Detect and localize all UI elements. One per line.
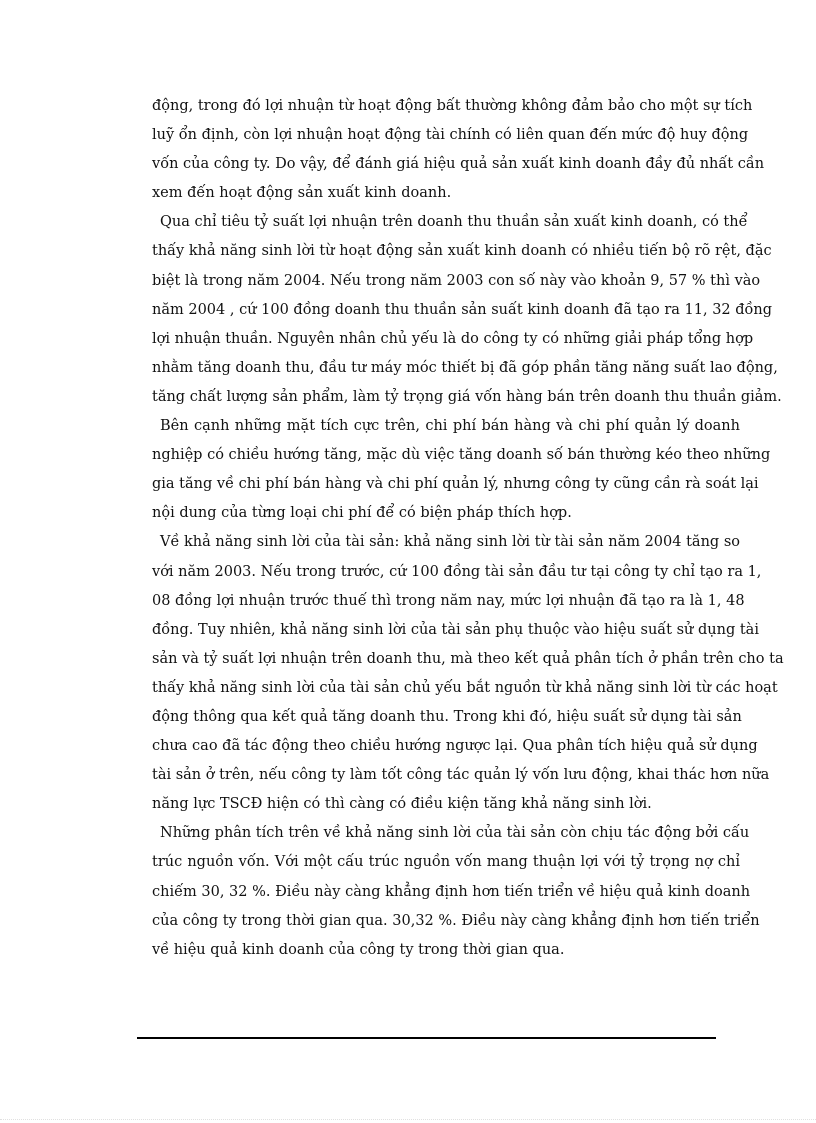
text-line: lợi nhuận thuần. Nguyên nhân chủ yếu là do công ty có những giải pháp tổng hợp: [152, 330, 754, 347]
text-line: của công ty trong thời gian qua. 30,32 %. Điều này càng khẳng định hơn tiến triển: [152, 912, 760, 929]
text-line: động, trong đó lợi nhuận từ hoạt động bất thường không đảm bảo cho một sự tích: [152, 98, 753, 114]
paragraph-first-line: Qua chỉ tiêu tỷ suất lợi nhuận trên doanh thu thuần sản xuất kinh doanh, có thể: [160, 214, 748, 231]
footer-divider: [137, 1037, 716, 1039]
page-bottom-edge: [0, 1119, 816, 1120]
text-line: năm 2004 , cứ 100 đồng doanh thu thuần sản suất kinh doanh đã tạo ra 11, 32 đồng: [152, 301, 773, 318]
text-line: sản và tỷ suất lợi nhuận trên doanh thu, mà theo kết quả phân tích ở phần trên cho ta: [152, 650, 784, 667]
text-line: vốn của công ty. Do vậy, để đánh giá hiệu quả sản xuất kinh doanh đầy đủ nhất cần: [152, 156, 765, 173]
text-line: tài sản ở trên, nếu công ty làm tốt công tác quản lý vốn lưu động, khai thác hơn nữa: [152, 767, 770, 784]
text-line: trúc nguồn vốn. Với một cấu trúc nguồn vốn mang thuận lợi với tỷ trọng nợ chỉ: [152, 854, 740, 871]
text-line: luỹ ổn định, còn lợi nhuận hoạt động tài chính có liên quan đến mức độ huy động: [152, 127, 749, 144]
text-line: năng lực TSCĐ hiện có thì càng có điều kiện tăng khả năng sinh lời.: [152, 796, 652, 813]
text-line: thấy khả năng sinh lời từ hoạt động sản xuất kinh doanh có nhiều tiến bộ rõ rệt, đặc: [152, 243, 772, 260]
paragraph-first-line: Bên cạnh những mặt tích cực trên, chi phí bán hàng và chi phí quản lý doanh: [160, 418, 740, 435]
paragraph-first-line: Những phân tích trên về khả năng sinh lời của tài sản còn chịu tác động bởi cấu: [160, 825, 750, 842]
text-line: thấy khả năng sinh lời của tài sản chủ yếu bắt nguồn từ khả năng sinh lời từ các hoạt: [152, 679, 778, 696]
text-line: gia tăng về chi phí bán hàng và chi phí quản lý, nhưng công ty cũng cần rà soát lại: [152, 476, 759, 493]
text-line: động thông qua kết quả tăng doanh thu. Trong khi đó, hiệu suất sử dụng tài sản: [152, 708, 742, 725]
text-line: với năm 2003. Nếu trong trước, cứ 100 đồng tài sản đầu tư tại công ty chỉ tạo ra 1,: [152, 563, 762, 580]
text-line: nội dung của từng loại chi phí để có biện pháp thích hợp.: [152, 505, 572, 522]
text-line: xem đến hoạt động sản xuất kinh doanh.: [152, 185, 452, 202]
body-text: [152, 92, 784, 965]
text-line: biệt là trong năm 2004. Nếu trong năm 2003 con số này vào khoản 9, 57 % thì vào: [152, 272, 761, 289]
text-line: chưa cao đã tác động theo chiều hướng ngược lại. Qua phân tích hiệu quả sử dụng: [152, 738, 758, 755]
text-line: chiếm 30, 32 %. Điều này càng khẳng định hơn tiến triển về hiệu quả kinh doanh: [152, 883, 751, 900]
text-line: nhằm tăng doanh thu, đầu tư máy móc thiết bị đã góp phần tăng năng suất lao động,: [152, 359, 778, 376]
text-line: nghiệp có chiều hướng tăng, mặc dù việc tăng doanh số bán thường kéo theo những: [152, 447, 771, 464]
paragraph-first-line: Về khả năng sinh lời của tài sản: khả năng sinh lời từ tài sản năm 2004 tăng so: [160, 534, 740, 551]
text-line: đồng. Tuy nhiên, khả năng sinh lời của tài sản phụ thuộc vào hiệu suất sử dụng tài: [152, 621, 759, 638]
text-line: về hiệu quả kinh doanh của công ty trong thời gian qua.: [152, 941, 565, 958]
text-line: 08 đồng lợi nhuận trước thuế thì trong năm nay, mức lợi nhuận đã tạo ra là 1, 48: [152, 592, 745, 609]
text-line: tăng chất lượng sản phẩm, làm tỷ trọng giá vốn hàng bán trên doanh thu thuần giảm.: [152, 388, 782, 405]
